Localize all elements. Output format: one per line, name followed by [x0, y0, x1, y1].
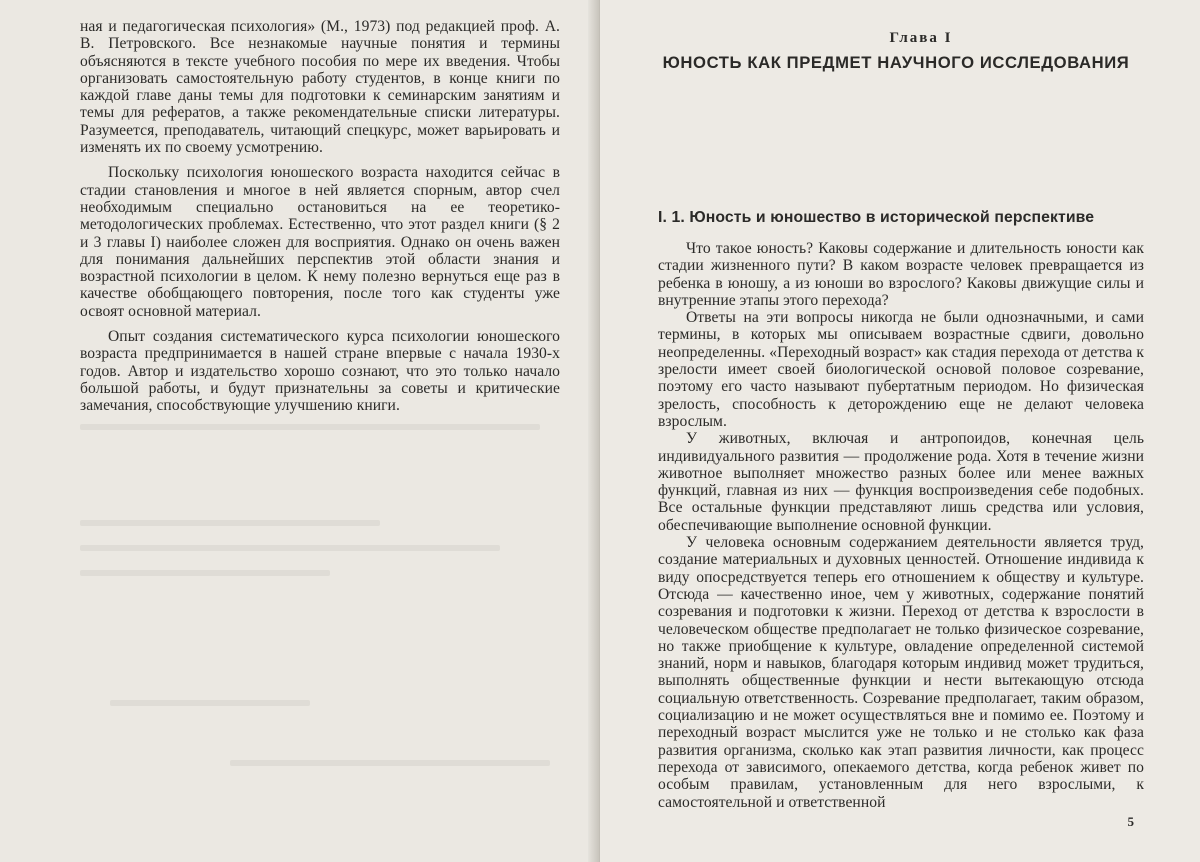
- right-paragraph-1: Что такое юность? Каковы содержание и длительность юности как стадии жизненного пути? В каком возрасте человек превращается из ребенка в юношу, а из юноши во взрослого? Каковы движущие силы и внутренние этапы этого перехода?: [658, 240, 1144, 309]
- bleed-through-line: [80, 520, 380, 526]
- chapter-title: ЮНОСТЬ КАК ПРЕДМЕТ НАУЧНОГО ИССЛЕДОВАНИЯ: [662, 53, 1130, 72]
- bleed-through-line: [230, 760, 550, 766]
- left-paragraph-3: Опыт создания систематического курса психологии юношеского возраста предпринимается в нашей стране впервые с начала 1930-х годов. Автор и издательство хорошо сознают, что это только начало большой работы, и будут признательны за советы и критические замечания, способствующие улучшению книги.: [80, 328, 560, 415]
- bleed-through-line: [80, 545, 500, 551]
- bleed-through-line: [80, 570, 330, 576]
- bleed-through-line: [110, 700, 310, 706]
- right-paragraph-3: У животных, включая и антропоидов, конечная цель индивидуального развития — продолжение рода. Хотя в течение жизни животное выполняет множество разных более или менее важных функций, главная из них — функция воспроизведения себе подобных. Все остальные функции представляют лишь средства или условия, обеспечивающие выполнение основной функции.: [658, 430, 1144, 534]
- left-paragraph-1: ная и педагогическая психология» (М., 1973) под редакцией проф. А. В. Петровского. Все незнакомые научные понятия и термины объясняются в тексте учебного пособия по мере их введения. Чтобы организовать самостоятельную работу студентов, в конце книги по каждой главе даны темы для подготовки к семинарским занятиям и темы для рефератов, а также рекомендательные списки литературы. Разумеется, преподаватель, читающий спецкурс, может варьировать и изменять их по своему усмотрению.: [80, 18, 560, 157]
- left-text-block: [80, 18, 560, 415]
- right-page: [600, 0, 1200, 862]
- section-title: I. 1. Юность и юношество в исторической перспективе: [658, 209, 1095, 226]
- right-paragraph-4: У человека основным содержанием деятельности является труд, создание материальных и духовных ценностей. Отношение индивида к виду опосредствуется теперь его отношением к обществу и культуре. Отсюда — качественно иное, чем у животных, содержание понятий созревания и подготовки к жизни. Переход от детства к взрослости в человеческом обществе предполагает не только физическое созревание, но также приобщение к культуре, овладение определенной системой знаний, норм и навыков, благодаря которым индивид может трудиться, выполнять общественные функции и нести вытекающую отсюда социальную ответственность. Созревание предполагает, таким образом, социализацию и не может осуществляться вне и помимо ее. Поэтому и переходный возраст мыслится уже не только и не столько как фаза развития организма, сколько как этап развития личности, как процесс перехода от зависимого, опекаемого детства, когда ребенок живет по особым правилам, установленным для него взрослыми, к самостоятельной и ответственной: [658, 534, 1144, 811]
- chapter-label: Глава I: [889, 30, 953, 46]
- right-paragraph-2: Ответы на эти вопросы никогда не были однозначными, и сами термины, в которых мы описываем возрастные сдвиги, довольно неопределенны. «Переходный возраст» как стадия перехода от детства к зрелости имеет своей биологической основой половое созревание, поэтому его часто называют пубертатным периодом. Но физическая зрелость, способность к деторождению еще не делают человека взрослым.: [658, 309, 1144, 430]
- page-number: 5: [1127, 814, 1134, 829]
- bleed-through-line: [80, 424, 540, 430]
- left-paragraph-2: Поскольку психология юношеского возраста находится сейчас в стадии становления и многое в ней является спорным, автор счел необходимым специально остановиться на ее теоретико-методологических проблемах. Естественно, что этот раздел книги (§ 2 и 3 главы I) наиболее сложен для восприятия. Однако он очень важен для понимания дальнейших перспектив этой области знания и возрастной психологии в целом. К нему полезно вернуться еще раз в качестве обобщающего повторения, после того как студенты уже освоят основной материал.: [80, 164, 560, 320]
